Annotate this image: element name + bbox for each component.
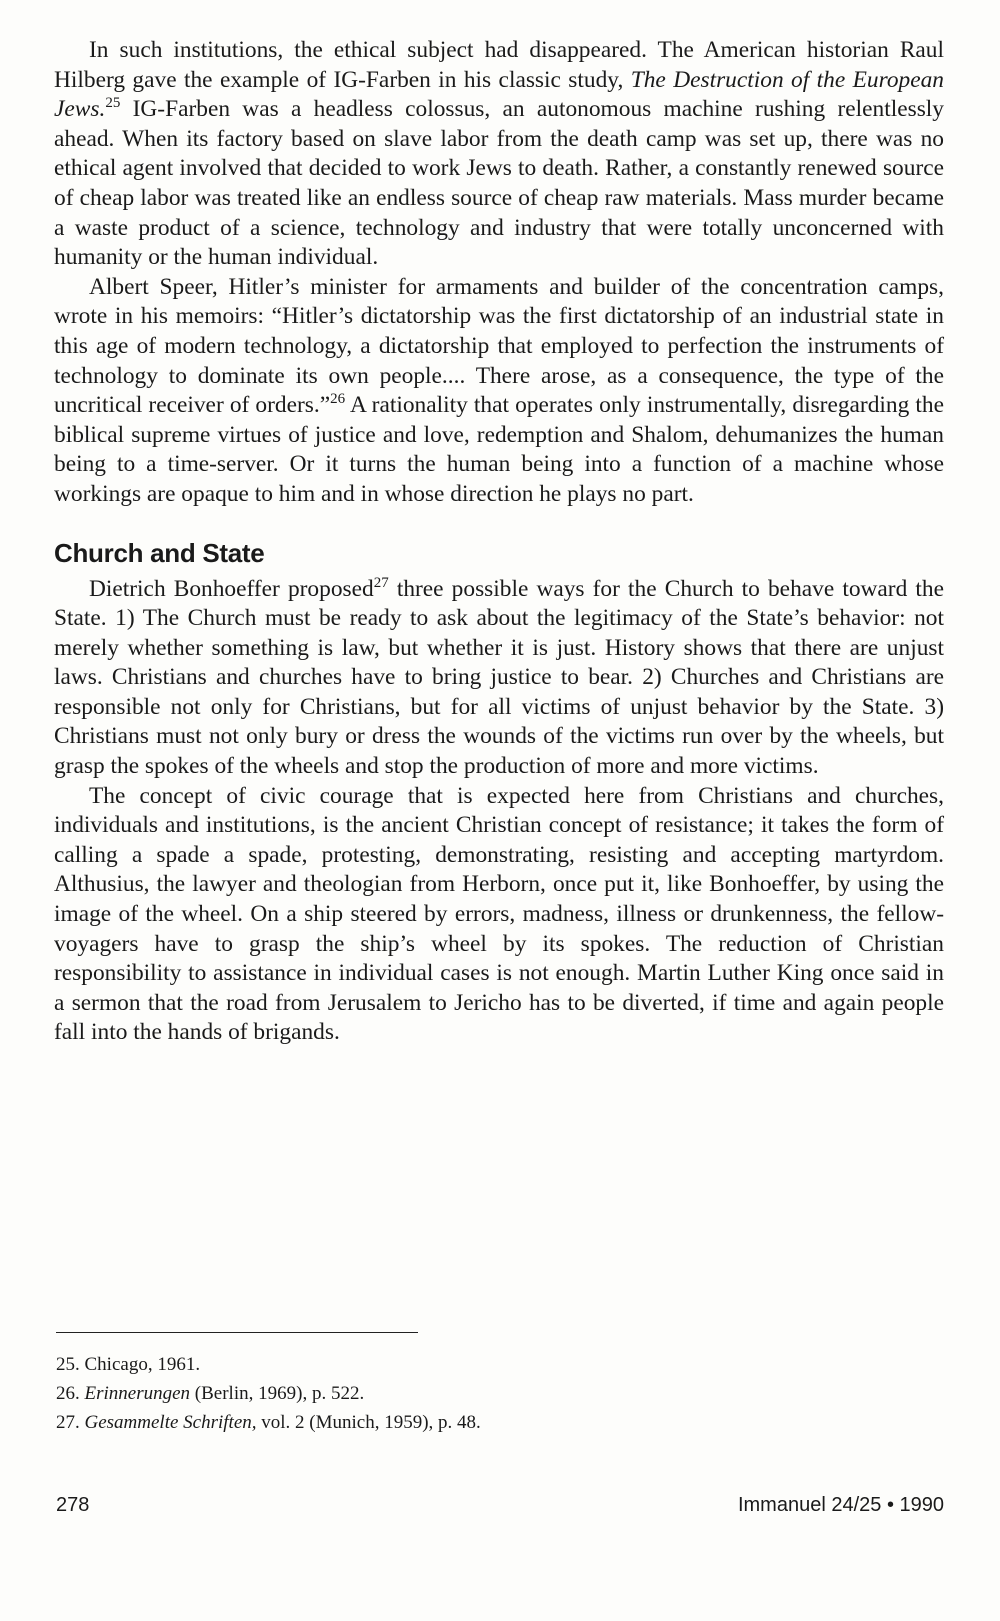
text-run: 26. [56,1383,85,1404]
footnote [56,1379,856,1408]
text-run: 25. Chicago, 1961. [56,1354,201,1375]
italic-text: Gesammelte Schriften, [84,1412,257,1433]
footnote-ref: 26 [330,391,346,408]
text-run: Dietrich Bonhoeffer proposed [89,575,374,602]
italic-text: The Destruction of the European Jews. [54,66,944,123]
paragraph [54,273,944,510]
text-run: Albert Speer, Hitler’s minister for armaments and builder of the concentration camps, wrote in his memoirs: “Hitler’s dictatorship was the first dictatorship of an industrial state in this age of modern technology, a dictatorship that employed to perfection the instruments of technology to dominate its own people.... There arose, as a consequence, the type of the uncritical receiver of orders.” [54,273,944,419]
footnote-rule [56,1332,418,1333]
paragraph [54,575,944,782]
section-text [54,575,944,1049]
text-run: three possible ways for the Church to behave toward the State. 1) The Church must be ready to ask about the legitimacy of the State’s behavior: not merely whether something is law, but whether it is just. History shows that there are unjust laws. Christians and churches have to bring justice to bear. 2) Churches and Christians are responsible not only for Christians, but for all victims of unjust behavior by the State. 3) Christians must not only bury or dress the wounds of the victims run over by the wheels, but grasp the spokes of the wheels and stop the production of more and more victims. [54,575,944,780]
footnote [56,1408,856,1437]
text-run: The concept of civic courage that is expected here from Christians and churches, individuals and institutions, is the ancient Christian concept of resistance; it takes the form of calling a spade a spade, protesting, demonstrating, resisting and accepting martyrdom. Althusius, the lawyer and theologian from Herborn, once put it, like Bonhoeffer, by using the image of the wheel. On a ship steered by errors, madness, illness or drunkenness, the fellow-voyagers have to grasp the ship’s wheel by its spokes. The reduction of Christian responsibility to assistance in individual cases is not enough. Martin Luther King once said in a sermon that the road from Jerusalem to Jericho has to be diverted, if time and again people fall into the hands of brigands. [54,782,944,1046]
paragraph [54,36,944,273]
footnote [56,1350,856,1379]
footnotes [56,1350,856,1437]
footnote-ref: 27 [373,574,389,591]
text-run: (Berlin, 1969), p. 522. [190,1383,365,1404]
text-run: In such institutions, the ethical subject had disappeared. The American historian Raul Hilberg gave the example of IG-Farben in his classic study, [54,37,944,93]
paragraph [54,782,944,1048]
page-body [54,36,944,1048]
text-run: vol. 2 (Munich, 1959), p. 48. [256,1412,481,1433]
text-run: IG-Farben was a headless colossus, an autonomous machine rushing relentlessly ahead. When its factory based on slave labor from the death camp was set up, there was no ethical agent involved that decided to work Jews to death. Rather, a constantly renewed source of cheap labor was treated like an endless source of cheap raw materials. Mass murder became a waste product of a science, technology and industry that were totally unconcerned with humanity or the human individual. [54,96,944,271]
page-number: 278 [56,1494,90,1516]
italic-text: Erinnerungen [84,1383,191,1404]
journal-citation: Immanuel 24/25 • 1990 [737,1494,944,1516]
section-heading: Church and State [54,537,265,568]
page-footer [56,1494,944,1524]
text-run: A rationality that operates only instrumentally, disregarding the biblical supreme virtues of justice and love, redemption and Shalom, dehumanizes the human being to a time-server. Or it turns the human being into a function of a machine whose workings are opaque to him and in whose direction he plays no part. [54,392,944,507]
footnote-ref: 25 [105,95,121,112]
intro-text [54,36,944,510]
text-run: 27. [56,1412,85,1433]
